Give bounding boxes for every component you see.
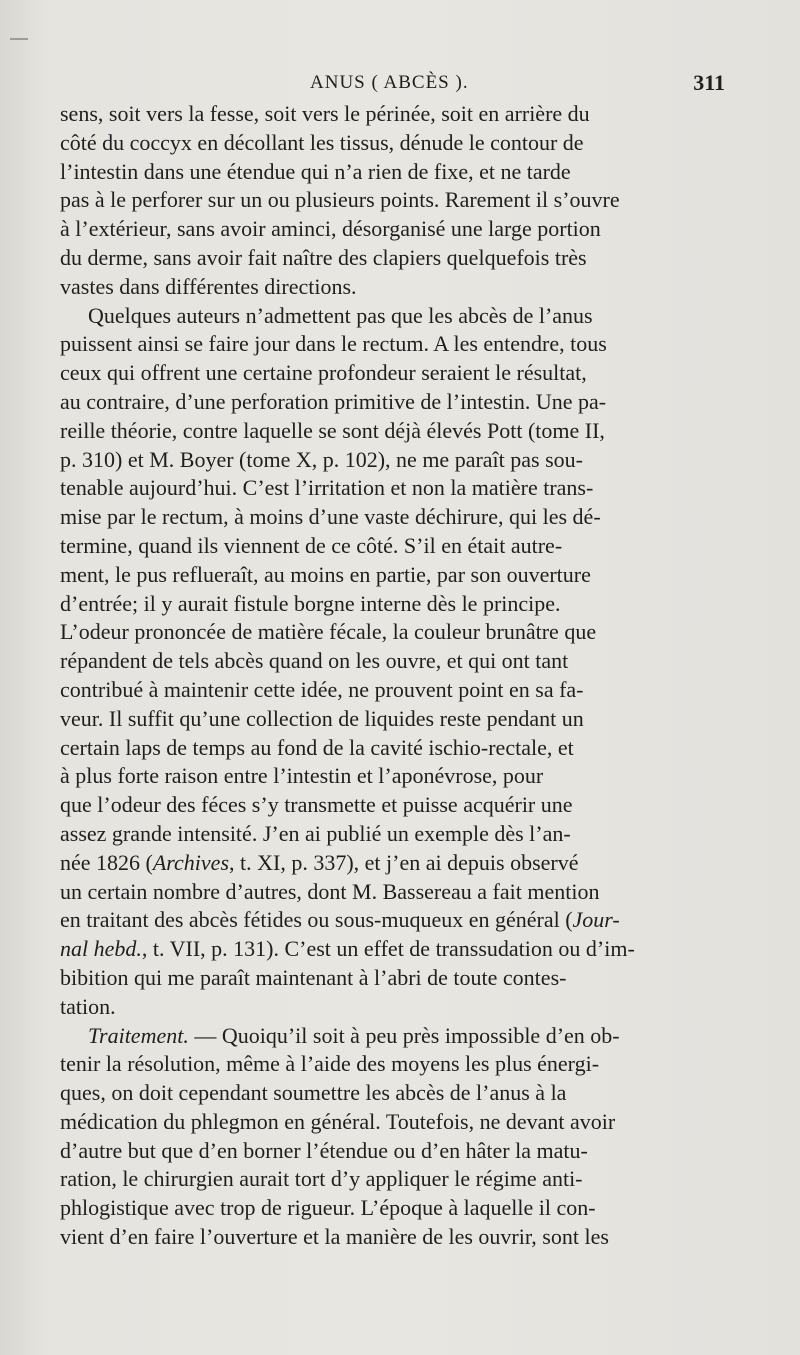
text-line: l’intestin dans une étendue qui n’a rien de fixe, et ne tarde: [60, 158, 571, 184]
text-line: ment, le pus reflueraît, au moins en partie, par son ouverture: [60, 561, 591, 587]
text-line: pas à le perforer sur un ou plusieurs points. Rarement il s’ouvre: [60, 187, 620, 213]
text-line: certain laps de temps au fond de la cavité ischio-rectale, et: [60, 734, 574, 760]
text-line: au contraire, d’une perforation primitive de l’intestin. Une pa-: [60, 388, 607, 414]
text-line: à l’extérieur, sans avoir aminci, désorganisé une large portion: [60, 216, 601, 242]
text-line: répandent de tels abcès quand on les ouvre, et qui ont tant: [60, 648, 569, 674]
text-line: un certain nombre d’autres, dont M. Bassereau a fait mention: [60, 878, 600, 904]
text-line: veur. Il suffit qu’une collection de liquides reste pendant un: [60, 705, 584, 731]
text-line: d’autre but que d’en borner l’étendue ou d’en hâter la matu-: [60, 1137, 588, 1163]
paragraph-start: [60, 1022, 730, 1051]
text-line: médication du phlegmon en général. Toutefois, ne devant avoir: [60, 1108, 616, 1134]
text-line: termine, quand ils viennent de ce côté. S’il en était autre-: [60, 532, 563, 558]
text-line: ration, le chirurgien aurait tort d’y appliquer le régime anti-: [60, 1166, 583, 1192]
citation-italic: nal hebd.: [60, 936, 142, 962]
text-line: phlogistique avec trop de rigueur. L’époque à laquelle il con-: [60, 1195, 596, 1221]
text-segment: , t. XI, p. 337), et j’en ai depuis observé: [229, 849, 579, 875]
text-segment: en traitant des abcès fétides ou sous-muqueux en général (: [60, 907, 573, 933]
text-line: que l’odeur des féces s’y transmette et puisse acquérir une: [60, 792, 573, 818]
citation-italic: Jour-: [572, 907, 620, 933]
text-line: vastes dans différentes directions.: [60, 273, 357, 299]
text-line: à plus forte raison entre l’intestin et l’aponévrose, pour: [60, 763, 544, 789]
citation-italic: Archives: [152, 849, 230, 875]
section-heading-italic: Traitement.: [88, 1022, 189, 1048]
text-line: du derme, sans avoir fait naître des clapiers quelquefois très: [60, 244, 587, 270]
text-line: tenable aujourd’hui. C’est l’irritation et non la matière trans-: [60, 475, 594, 501]
text-segment: née 1826 (: [60, 849, 153, 875]
text-line: ques, on doit cependant soumettre les abcès de l’anus à la: [60, 1080, 567, 1106]
text-line: vient d’en faire l’ouverture et la manière de les ouvrir, sont les: [60, 1224, 609, 1250]
text-line: tenir la résolution, même à l’aide des moyens les plus énergi-: [60, 1051, 600, 1077]
text-line: mise par le rectum, à moins d’une vaste déchirure, qui les dé-: [60, 504, 601, 530]
paragraph-start: Quelques auteurs n’admettent pas que les abcès de l’anus: [88, 302, 593, 328]
text-line: p. 310) et M. Boyer (tome X, p. 102), ne me paraît pas sou-: [60, 446, 583, 472]
text-line: d’entrée; il y aurait fistule borgne interne dès le principe.: [60, 590, 561, 616]
text-segment: , t. VII, p. 131). C’est un effet de transsudation ou d’im-: [141, 936, 635, 962]
text-line: sens, soit vers la fesse, soit vers le périnée, soit en arrière du: [60, 101, 590, 126]
body-text: [60, 100, 730, 1252]
text-line-with-citation: [60, 935, 730, 964]
text-line: ceux qui offrent une certaine profondeur seraient le résultat,: [60, 360, 587, 386]
page-number: 311: [693, 70, 725, 95]
text-line-with-citation: [60, 849, 730, 878]
text-line: assez grande intensité. J’en ai publié un exemple dès l’an-: [60, 820, 571, 846]
text-line: bibition qui me paraît maintenant à l’abri de toute contes-: [60, 964, 567, 990]
running-head: [60, 62, 730, 96]
text-line: puissent ainsi se faire jour dans le rectum. A les entendre, tous: [60, 331, 607, 357]
running-title: ANUS ( ABCÈS ).: [310, 72, 469, 93]
text-line: côté du coccyx en décollant les tissus, dénude le contour de: [60, 129, 584, 155]
text-line: tation.: [60, 993, 116, 1019]
text-line: contribué à maintenir cette idée, ne prouvent point en sa fa-: [60, 676, 584, 702]
text-line: L’odeur prononcée de matière fécale, la couleur brunâtre que: [60, 619, 597, 645]
text-line: reille théorie, contre laquelle se sont déjà élevés Pott (tome II,: [60, 417, 605, 443]
text-segment: — Quoiqu’il soit à peu près impossible d’en ob-: [188, 1022, 620, 1048]
text-line-with-citation: [60, 906, 730, 935]
margin-mark: [10, 38, 28, 40]
